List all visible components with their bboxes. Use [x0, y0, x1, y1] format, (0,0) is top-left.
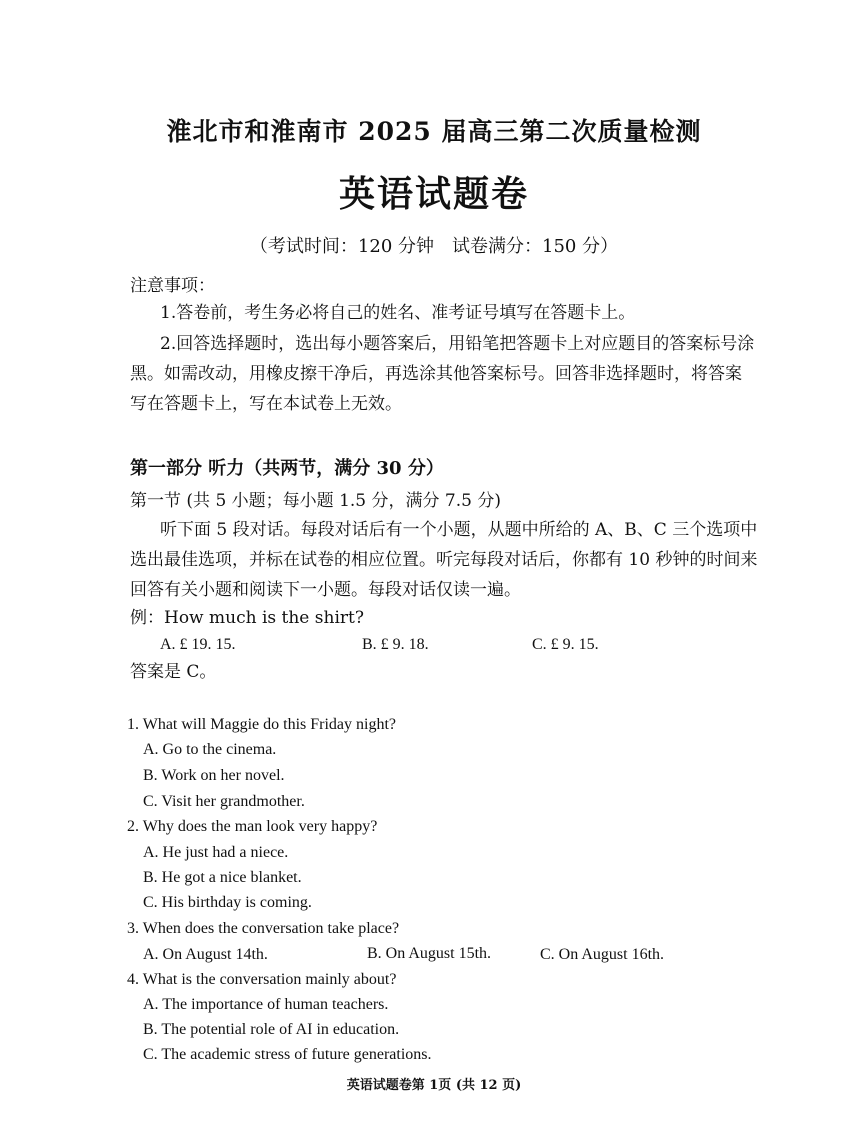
example-option-c: C. £ 9. 15. [532, 636, 599, 653]
question-4-stem: 4. What is the conversation mainly about? [127, 971, 397, 988]
example-option-a: A. £ 19. 15. [160, 636, 236, 653]
question-2-option-a: A. He just had a niece. [143, 844, 289, 861]
section1-heading: 第一节 (共 5 小题；每小题 1.5 分，满分 7.5 分) [130, 491, 501, 511]
question-2-option-b: B. He got a nice blanket. [143, 869, 302, 886]
question-1-option-b: B. Work on her novel. [143, 767, 285, 784]
notes-item-2-line-1: 2.回答选择题时，选出每小题答案后，用铅笔把答题卡上对应题目的答案标号涂 [160, 334, 755, 354]
notes-heading: 注意事项： [130, 276, 215, 296]
question-4-option-b: B. The potential role of AI in education. [143, 1021, 400, 1038]
question-2-option-c: C. His birthday is coming. [143, 894, 312, 911]
example-answer: 答案是 C。 [130, 662, 217, 682]
instructions-line-2: 选出最佳选项，并标在试卷的相应位置。听完每段对话后，你都有 10 秒钟的时间来 [130, 550, 758, 570]
paper-title: 英语试题卷 [338, 173, 529, 215]
exam-info: （考试时间：120 分钟 试卷满分：150 分） [249, 236, 619, 257]
page-footer: 英语试题卷第 1页 (共 12 页) [346, 1078, 522, 1093]
notes-item-1: 1.答卷前，考生务必将自己的姓名、准考证号填写在答题卡上。 [160, 303, 636, 323]
part1-heading: 第一部分 听力（共两节，满分 30 分） [130, 458, 444, 479]
question-3-option-a: A. On August 14th. [143, 946, 268, 963]
exam-title: 淮北市和淮南市 2025 届高三第二次质量检测 [166, 117, 702, 146]
question-4-option-a: A. The importance of human teachers. [143, 996, 389, 1013]
example-option-b: B. £ 9. 18. [362, 636, 429, 653]
question-3-stem: 3. When does the conversation take place? [127, 920, 400, 937]
question-3-option-c: C. On August 16th. [540, 946, 665, 963]
notes-item-2-line-2: 黑。如需改动，用橡皮擦干净后，再选涂其他答案标号。回答非选择题时，将答案 [130, 364, 742, 384]
instructions-line-1: 听下面 5 段对话。每段对话后有一个小题，从题中所给的 A、B、C 三个选项中 [160, 520, 758, 540]
question-4-option-c: C. The academic stress of future generations. [143, 1046, 432, 1063]
question-2-stem: 2. Why does the man look very happy? [127, 818, 378, 835]
notes-item-2-line-3: 写在答题卡上，写在本试卷上无效。 [130, 394, 402, 414]
question-1-stem: 1. What will Maggie do this Friday night? [127, 716, 397, 733]
instructions-line-3: 回答有关小题和阅读下一小题。每段对话仅读一遍。 [130, 580, 521, 600]
question-1-option-a: A. Go to the cinema. [143, 741, 277, 758]
question-3-option-b: B. On August 15th. [367, 945, 492, 962]
example-question: 例：How much is the shirt? [130, 608, 364, 628]
question-1-option-c: C. Visit her grandmother. [143, 793, 305, 810]
